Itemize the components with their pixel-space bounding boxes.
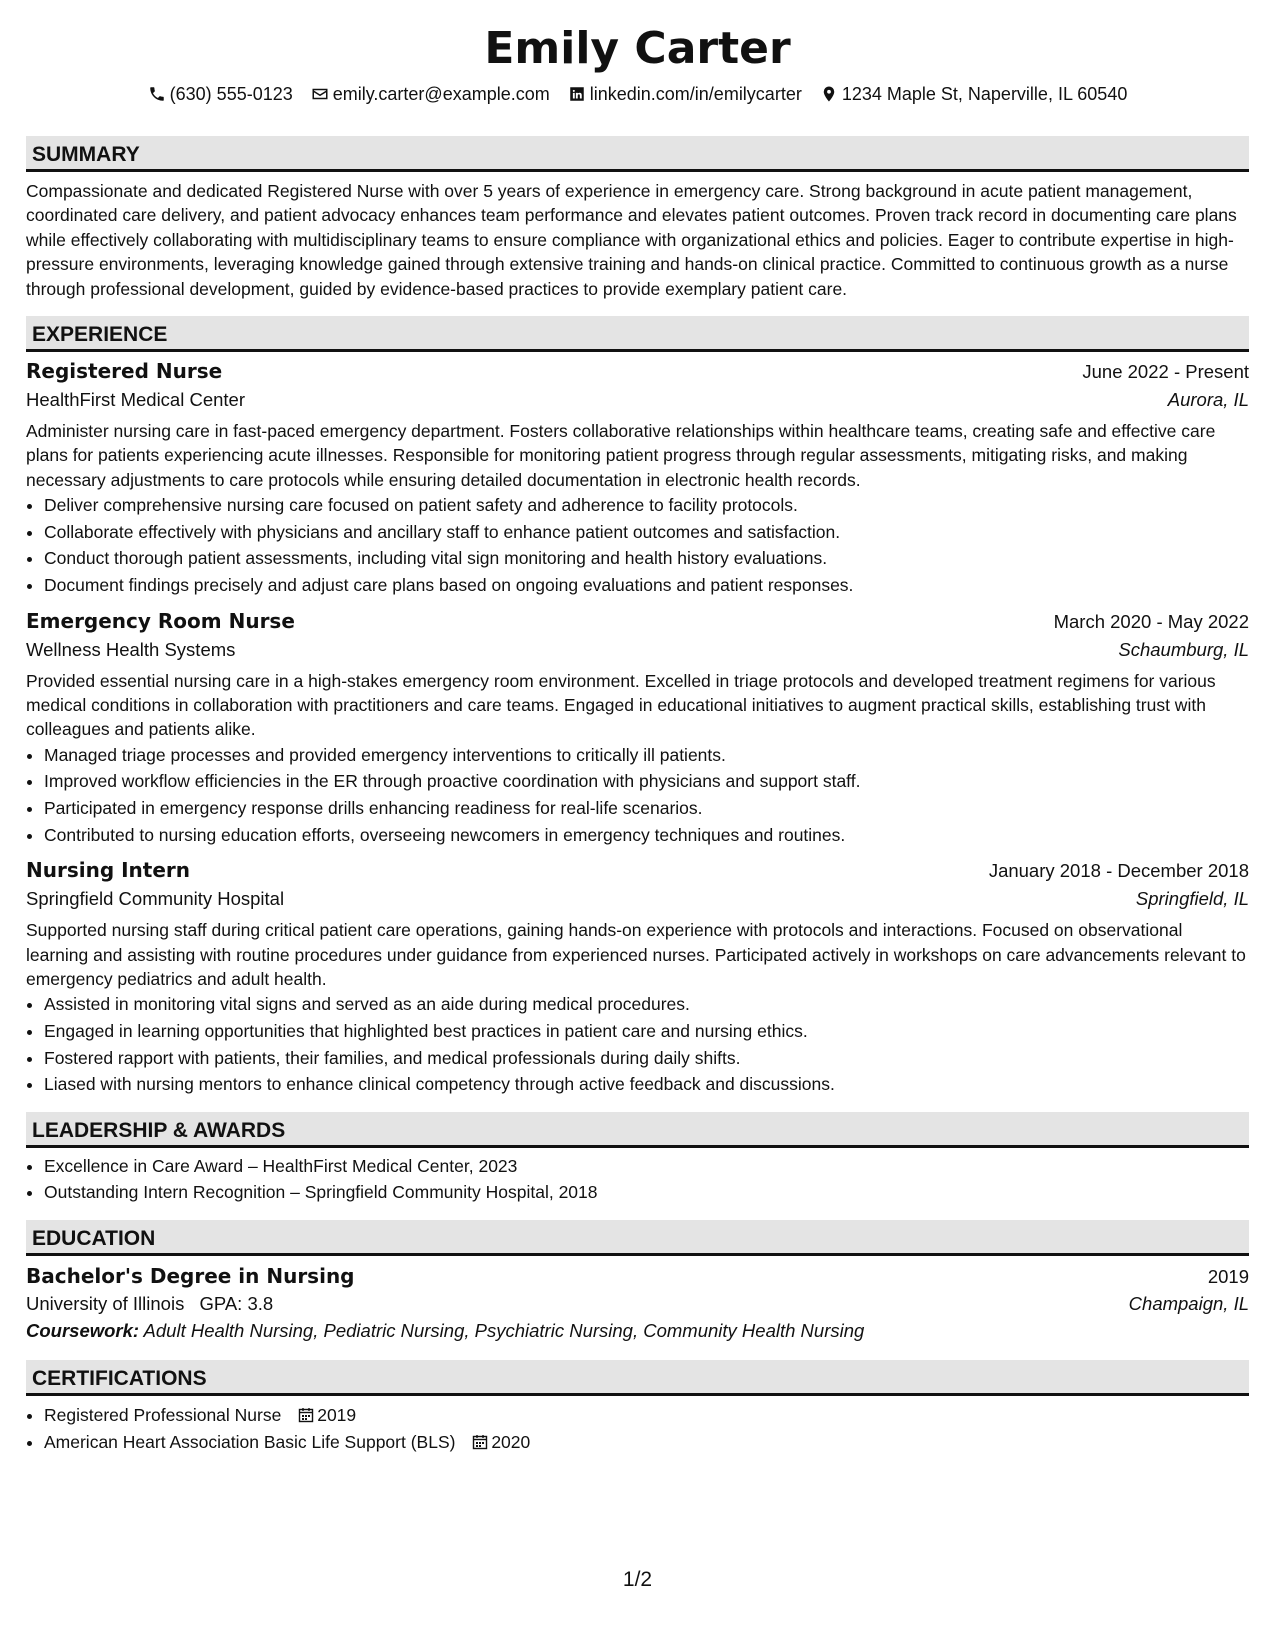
list-item: • Deliver comprehensive nursing care focused on patient safety and adherence to facility protocols. bbox=[44, 492, 1249, 519]
job-description: Administer nursing care in fast-paced emergency department. Fosters collaborative relationships within healthcare teams, creating safe and effective care plans for patients experiencing acute illnesses. Responsible for monitoring patient progress through regular assessments, mitigating risks, and making necessary adjustments to care protocols while ensuring detailed documentation in electronic health records. bbox=[26, 421, 1216, 490]
coursework-label: Coursework: bbox=[26, 1320, 140, 1341]
education-subheader bbox=[26, 1293, 1249, 1315]
calendar-icon bbox=[298, 1407, 314, 1423]
map-pin-icon bbox=[820, 85, 838, 103]
linkedin-text[interactable]: linkedin.com/in/emilycarter bbox=[589, 84, 802, 104]
section-heading-summary: SUMMARY bbox=[26, 136, 1249, 172]
job-title: Nursing Intern bbox=[26, 858, 191, 883]
job-bullets bbox=[26, 742, 1249, 848]
coursework bbox=[26, 1320, 1249, 1342]
job-bullets bbox=[26, 991, 1249, 1097]
job-header bbox=[26, 609, 1249, 633]
job-title: Registered Nurse bbox=[26, 359, 223, 384]
section-heading-education: EDUCATION bbox=[26, 1220, 1249, 1256]
certification-name: American Heart Association Basic Life Support (BLS) bbox=[44, 1431, 456, 1452]
linkedin-icon bbox=[568, 85, 586, 103]
certification-name: Registered Professional Nurse bbox=[44, 1405, 282, 1425]
contact-bar bbox=[26, 82, 1249, 106]
section-heading-experience: EXPERIENCE bbox=[26, 316, 1249, 352]
address-text: 1234 Maple St, Naperville, IL 60540 bbox=[841, 84, 1128, 104]
certification-year: 2019 bbox=[317, 1405, 357, 1425]
contact-address bbox=[820, 82, 1128, 106]
school-line bbox=[26, 1293, 273, 1315]
list-item: • Fostered rapport with patients, their families, and medical professionals during daily shifts. bbox=[44, 1045, 1249, 1072]
list-item: • Excellence in Care Award – HealthFirst Medical Center, 2023 bbox=[44, 1153, 1249, 1180]
gpa: GPA: 3.8 bbox=[199, 1293, 274, 1314]
certification-year: 2020 bbox=[491, 1431, 531, 1452]
job-organization: Springfield Community Hospital bbox=[26, 888, 285, 910]
list-item bbox=[44, 1429, 1249, 1456]
job-header bbox=[26, 858, 1249, 882]
job-header bbox=[26, 359, 1249, 383]
school-name: University of Illinois bbox=[26, 1293, 185, 1314]
degree-title: Bachelor's Degree in Nursing bbox=[26, 1264, 355, 1288]
education-header bbox=[26, 1264, 1249, 1288]
job-description: Supported nursing staff during critical patient care operations, gaining hands-on experience with protocols and interactions. Focused on observational learning and assisting with routine procedures under guidance from experienced nurses. Participated actively in workshops on care advancements relevant to emergency pediatrics and adult health. bbox=[26, 920, 1246, 990]
envelope-icon bbox=[311, 85, 329, 103]
job-entry bbox=[26, 858, 1249, 1098]
summary-text: Compassionate and dedicated Registered Nurse with over 5 years of experience in emergency care. Strong background in acute patient management, coordinated care delivery, and patient advocacy enhances team performance and elevates patient outcomes. Proven track record in documenting care plans while effectively collaborating with multidisciplinary teams to ensure compliance with organizational ethics and policies. Eager to contribute expertise in high-pressure environments, leveraging knowledge gained through extensive training and hands-on clinical practice. Committed to continuous growth as a nurse through professional development, guided by evidence-based practices to provide exemplary patient care. bbox=[26, 181, 1237, 299]
job-bullets bbox=[26, 492, 1249, 598]
job-entry bbox=[26, 609, 1249, 849]
school-location: Champaign, IL bbox=[1128, 1293, 1249, 1314]
job-subheader bbox=[26, 639, 1249, 661]
job-organization: HealthFirst Medical Center bbox=[26, 389, 245, 411]
phone-icon bbox=[148, 85, 166, 103]
job-title: Emergency Room Nurse bbox=[26, 608, 295, 633]
awards-list bbox=[26, 1153, 1249, 1206]
list-item: • Liased with nursing mentors to enhance clinical competency through active feedback and discussions. bbox=[44, 1071, 1249, 1098]
list-item: • Managed triage processes and provided emergency interventions to critically ill patients. bbox=[44, 742, 1249, 769]
job-organization: Wellness Health Systems bbox=[26, 638, 236, 660]
job-subheader bbox=[26, 888, 1249, 910]
contact-linkedin[interactable] bbox=[568, 82, 802, 106]
phone-text: (630) 555-0123 bbox=[169, 84, 293, 104]
list-item: • Collaborate effectively with physicians and ancillary staff to enhance patient outcomes and satisfaction. bbox=[44, 519, 1249, 546]
job-subheader bbox=[26, 389, 1249, 411]
education-entry bbox=[26, 1264, 1249, 1342]
job-location: Aurora, IL bbox=[1167, 389, 1249, 411]
list-item: • Contributed to nursing education efforts, overseeing newcomers in emergency techniques and routines. bbox=[44, 822, 1249, 849]
section-heading-certifications: CERTIFICATIONS bbox=[26, 1360, 1249, 1396]
list-item: • Outstanding Intern Recognition – Springfield Community Hospital, 2018 bbox=[44, 1179, 1249, 1206]
job-dates: June 2022 - Present bbox=[1082, 361, 1249, 383]
page-number: 1/2 bbox=[622, 1568, 653, 1591]
calendar-icon bbox=[472, 1434, 488, 1450]
list-item: • Engaged in learning opportunities that highlighted best practices in patient care and nursing ethics. bbox=[44, 1018, 1249, 1045]
list-item bbox=[44, 1402, 1249, 1429]
job-description: Provided essential nursing care in a high-stakes emergency room environment. Excelled in triage protocols and developed treatment regimens for various medical conditions in collaboration with practitioners and care teams. Engaged in educational initiatives to augment practical skills, establishing trust with colleagues and patients alike. bbox=[26, 670, 1216, 740]
job-dates: March 2020 - May 2022 bbox=[1053, 610, 1249, 632]
list-item: • Improved workflow efficiencies in the ER through proactive coordination with physicians and support staff. bbox=[44, 768, 1249, 795]
job-location: Springfield, IL bbox=[1135, 888, 1249, 910]
section-heading-awards: LEADERSHIP & AWARDS bbox=[26, 1112, 1249, 1148]
list-item: • Assisted in monitoring vital signs and served as an aide during medical procedures. bbox=[44, 991, 1249, 1018]
job-dates: January 2018 - December 2018 bbox=[988, 860, 1249, 882]
certifications-list bbox=[26, 1402, 1249, 1455]
list-item: • Participated in emergency response drills enhancing readiness for real-life scenarios. bbox=[44, 795, 1249, 822]
graduation-year: 2019 bbox=[1207, 1266, 1249, 1287]
contact-phone bbox=[148, 82, 293, 106]
contact-email[interactable] bbox=[311, 82, 550, 106]
list-item: • Document findings precisely and adjust care plans based on ongoing evaluations and patient responses. bbox=[44, 572, 1249, 599]
job-entry bbox=[26, 359, 1249, 599]
coursework-list: Adult Health Nursing, Pediatric Nursing, Psychiatric Nursing, Community Health Nursing bbox=[143, 1320, 865, 1341]
email-text[interactable]: emily.carter@example.com bbox=[332, 84, 550, 104]
list-item: • Conduct thorough patient assessments, including vital sign monitoring and health history evaluations. bbox=[44, 545, 1249, 572]
candidate-name: Emily Carter bbox=[484, 23, 791, 74]
job-location: Schaumburg, IL bbox=[1118, 638, 1249, 660]
